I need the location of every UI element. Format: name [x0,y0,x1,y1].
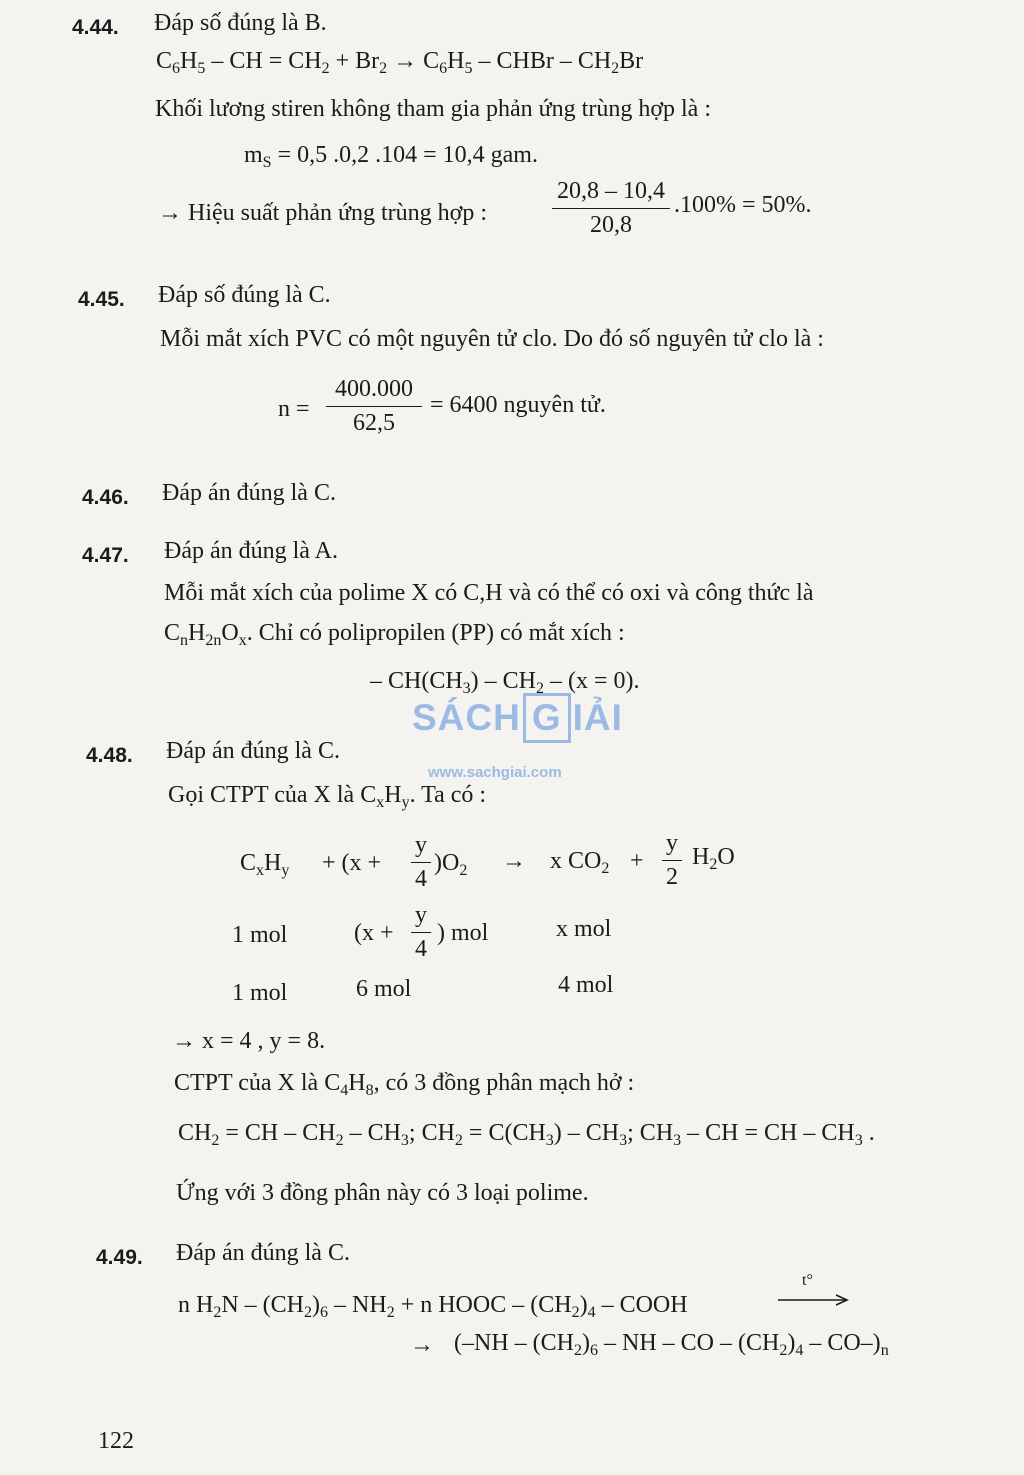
mol-row1-col2b: ) mol [437,920,489,946]
text-4-47-line2: Mỗi mắt xích của polime X có C,H và có thể có oxi và công thức là [164,580,814,606]
mol-row2-col1: 1 mol [232,980,288,1006]
temperature-label: t° [802,1272,813,1289]
ctpt-line: CTPT của X là $C_4H_8$, có 3 đồng phân mạch hở : [174,1070,635,1099]
text-4-47-line3: $C_nH_{2n}O_x$. Chỉ có polipropilen (PP) có mắt xích : [164,620,625,649]
mol-row1-col3: x mol [556,916,612,942]
problem-number-4-49: 4.49. [96,1246,143,1269]
polymerization-arrow: → [410,1332,434,1358]
n-label: n = [278,396,310,422]
eq-y-over-2: y 2 [662,830,682,891]
answer-4-48: Đáp án đúng là C. [166,738,340,764]
answer-4-49: Đáp án đúng là C. [176,1240,350,1266]
text-4-45-line2: Mỗi mắt xích PVC có một nguyên tử clo. Do đó số nguyên tử clo là : [160,326,824,352]
polymerization-line2: ($-NH - (CH_2)_6$ – NH – CO – $(CH_2)_4 - CO-)_n$ [454,1330,889,1359]
chlorine-fraction: 400.000 62,5 [326,376,422,437]
text-4-48-last: Ứng với 3 đồng phân này có 3 loại polime. [176,1180,589,1206]
eq-h2o: $H_2O$ [692,844,735,873]
mol-y-over-4: y 4 [411,902,431,963]
mol-row2-col2: 6 mol [356,976,412,1002]
eq-hydrocarbon: $C_xH_y$ [240,850,290,879]
chlorine-result: = 6400 nguyên tử. [430,392,606,418]
heat-arrow-icon [776,1292,852,1308]
polymerization-line1: n $H_2N - (CH_2)_6 - NH_2 + n$ HOOC – $(CH_2)_4$ – COOH [178,1292,688,1321]
isomers-line: $CH_2$ = CH – $CH_2 - CH_3$; $CH_2 = C(CH_3) - CH_3$; $CH_3$ – CH = CH – $CH_3$ . [178,1120,875,1149]
answer-4-45: Đáp số đúng là C. [158,282,331,308]
problem-number-4-48: 4.48. [86,744,133,767]
answer-4-46: Đáp án đúng là C. [162,480,336,506]
problem-number-4-44: 4.44. [72,16,119,39]
eq-plus: + [630,848,644,874]
text-4-48-line2: Gọi CTPT của X là $C_xH_y$. Ta có : [168,782,487,811]
watermark-url: www.sachgiai.com [428,764,562,781]
problem-number-4-45: 4.45. [78,288,125,311]
mass-equation: $m_S = 0,5$ .0,2 .104 = 10,4 gam. [244,142,538,171]
reaction-4-44: $C_6H_5$ – CH = $CH_2 + Br_2 \to C_6H_5$ – CHBr – $CH_2Br$ [156,48,644,77]
pp-unit-formula: – $CH(CH_3) - CH_2 - (x = 0)$. [370,668,640,697]
page-number: 122 [98,1428,134,1454]
mol-row1-col1: 1 mol [232,922,288,948]
mol-row1-col2a: (x + [354,920,394,946]
result-xy: → x = 4 , y = 8. [172,1028,326,1054]
problem-number-4-47: 4.47. [82,544,129,567]
eq-arrow: → [502,848,526,874]
answer-4-47: Đáp án đúng là A. [164,538,338,564]
answer-4-44: Đáp số đúng là B. [154,10,327,36]
yield-label: → Hiệu suất phản ứng trùng hợp : [158,200,487,226]
mol-row2-col3: 4 mol [558,972,614,998]
eq-co2: x $CO_2$ [550,848,610,877]
yield-result: .100% = 50%. [674,192,812,218]
eq-o2: )$O_2$ [434,850,468,879]
yield-fraction: 20,8 – 10,4 20,8 [552,178,670,239]
watermark-logo: SÁCH G IẢI [412,693,623,743]
text-4-44-line2: Khối lương stiren không tham gia phản ứng trùng hợp là : [155,96,711,122]
problem-number-4-46: 4.46. [82,486,129,509]
eq-plus-o2: + (x + [322,850,382,876]
eq-y-over-4: y 4 [411,832,431,893]
